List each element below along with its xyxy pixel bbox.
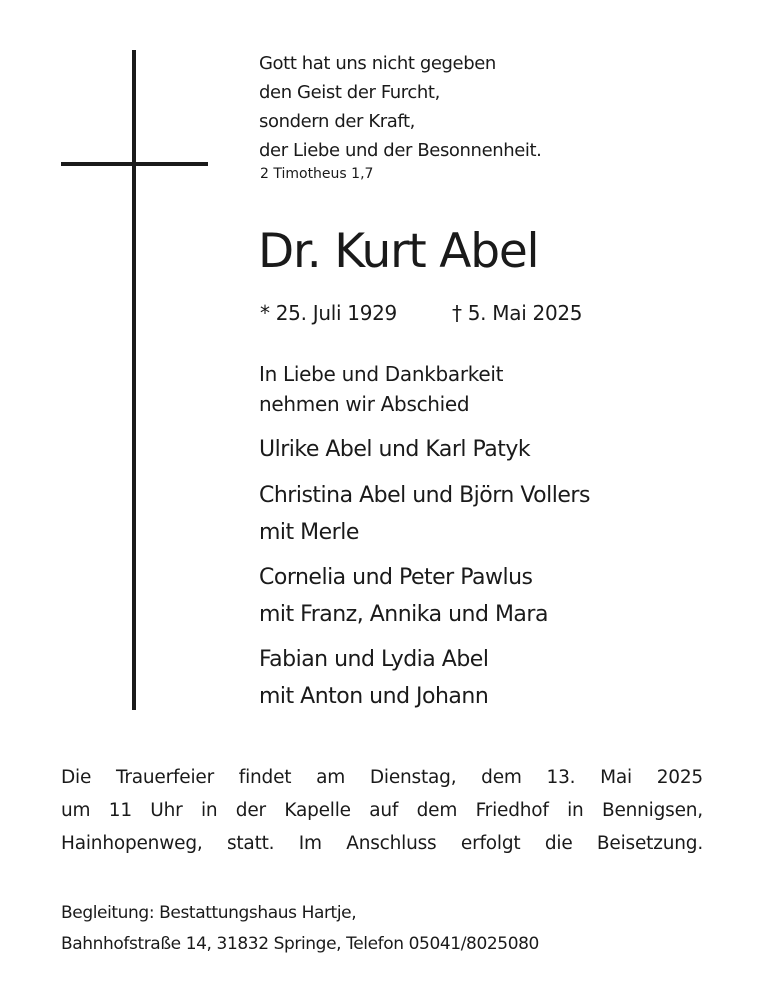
mourner-group bbox=[259, 641, 488, 715]
mourner-line: mit Anton und Johann bbox=[259, 684, 489, 709]
mourner-line: mit Merle bbox=[259, 520, 359, 545]
verse-line: Gott hat uns nicht gegeben bbox=[259, 53, 496, 74]
undertaker-line: Begleitung: Bestattungshaus Hartje, bbox=[61, 903, 357, 923]
mourner-group bbox=[259, 431, 530, 468]
mourner-line: Cornelia und Peter Pawlus bbox=[259, 565, 533, 590]
verse-line: den Geist der Furcht, bbox=[259, 82, 440, 103]
mourner-line: Fabian und Lydia Abel bbox=[259, 647, 489, 672]
funeral-service-notice bbox=[61, 761, 703, 860]
ceremony-line: Hainhopenweg, statt. Im Anschluss erfolgt die Beisetzung. bbox=[61, 833, 703, 854]
ceremony-line: um 11 Uhr in der Kapelle auf dem Friedhof in Bennigsen, bbox=[61, 800, 703, 821]
farewell-line: In Liebe und Dankbarkeit bbox=[259, 362, 504, 386]
mourner-line: Ulrike Abel und Karl Patyk bbox=[259, 437, 531, 462]
deceased-name: Dr. Kurt Abel bbox=[258, 224, 539, 279]
mourner-group bbox=[259, 559, 548, 633]
farewell-text bbox=[259, 359, 503, 419]
verse-reference: 2 Timotheus 1,7 bbox=[260, 166, 374, 182]
cross-icon-horizontal-bar bbox=[61, 162, 208, 166]
cross-icon-vertical-bar bbox=[132, 50, 136, 710]
mourner-line: mit Franz, Annika und Mara bbox=[259, 602, 548, 627]
verse-line: sondern der Kraft, bbox=[259, 111, 415, 132]
mourner-group bbox=[259, 477, 590, 551]
funeral-home-info bbox=[61, 898, 539, 960]
birth-date: * 25. Juli 1929 bbox=[260, 301, 397, 325]
bible-verse bbox=[259, 49, 542, 165]
mourner-line: Christina Abel und Björn Vollers bbox=[259, 483, 590, 508]
farewell-line: nehmen wir Abschied bbox=[259, 392, 470, 416]
life-dates bbox=[260, 298, 583, 328]
death-date: † 5. Mai 2025 bbox=[452, 301, 583, 325]
undertaker-line: Bahnhofstraße 14, 31832 Springe, Telefon 05041/8025080 bbox=[61, 934, 539, 954]
ceremony-line: Die Trauerfeier findet am Dienstag, dem 13. Mai 2025 bbox=[61, 767, 703, 788]
verse-line: der Liebe und der Besonnenheit. bbox=[259, 140, 542, 161]
